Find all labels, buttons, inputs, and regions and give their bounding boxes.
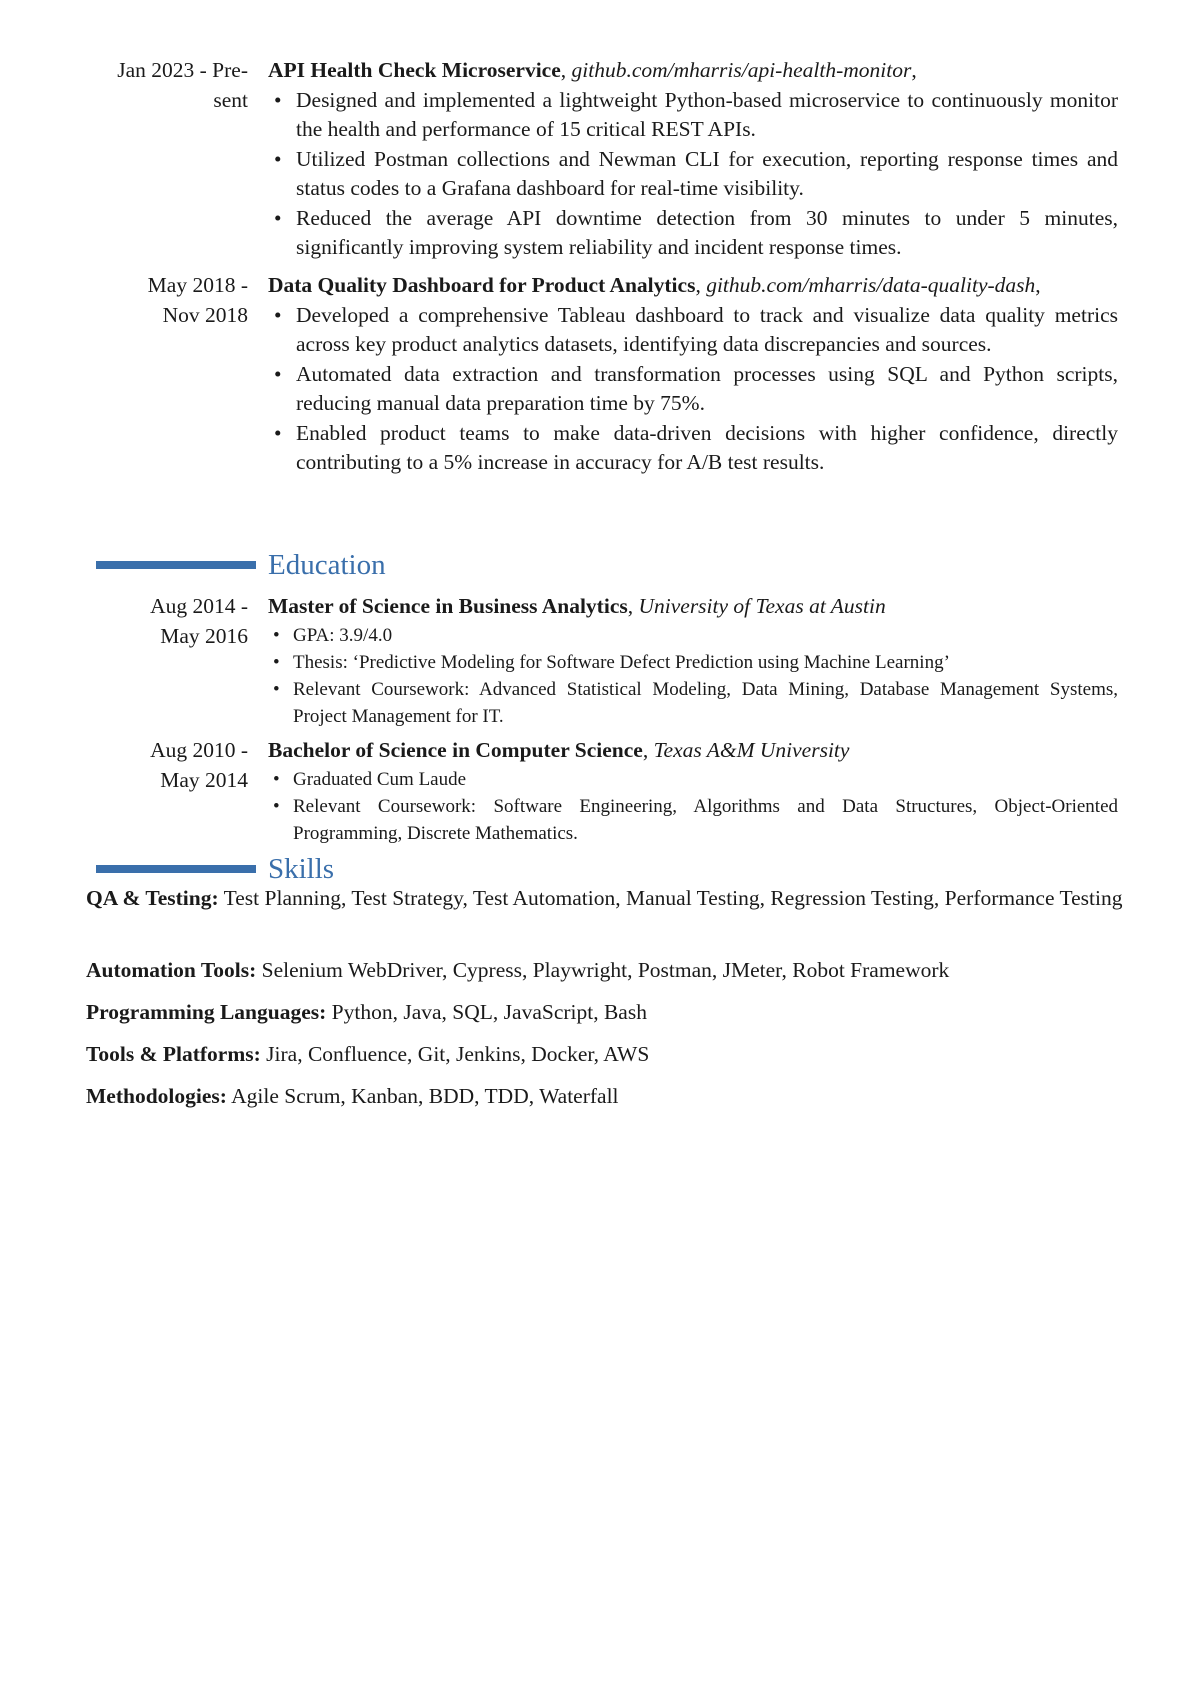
date-line: sent <box>213 87 248 112</box>
bullet-item: • Enabled product teams to make data-driven decisions with higher confidence, directly contributing to a 5% increase in accuracy for A/B test results. <box>268 419 1118 478</box>
date-line: Jan 2023 - Pre- <box>117 58 248 82</box>
section-title-skills: Skills <box>268 853 335 885</box>
bullet-item: • Automated data extraction and transformation processes using SQL and Python scripts, reducing manual data preparation time by 75%. <box>268 360 1118 419</box>
skill-row <box>86 998 1126 1028</box>
project-bullets <box>268 301 1118 478</box>
section-divider-bar <box>96 561 256 569</box>
bullet-item: • Reduced the average API downtime detection from 30 minutes to under 5 minutes, significantly improving system reliability and incident response times. <box>268 204 1118 263</box>
skill-label: Programming Languages: <box>86 1000 327 1024</box>
project-name: API Health Check Microservice <box>268 58 561 82</box>
project-content <box>268 271 1118 478</box>
bullet-item: • Thesis: ‘Predictive Modeling for Software Defect Prediction using Machine Learning’ <box>268 649 1118 676</box>
skill-row <box>86 884 1126 914</box>
institution-name: University of Texas at Austin <box>638 594 886 618</box>
project-date <box>86 271 248 330</box>
skill-label: Methodologies: <box>86 1084 227 1108</box>
project-name: Data Quality Dashboard for Product Analytics <box>268 273 696 297</box>
project-link[interactable]: github.com/mharris/api-health-monitor <box>571 58 912 82</box>
education-date <box>86 592 248 651</box>
bullet-item: • Relevant Coursework: Software Engineering, Algorithms and Data Structures, Object-Oriented Programming, Discrete Mathematics. <box>268 793 1118 847</box>
skill-value: Agile Scrum, Kanban, BDD, TDD, Waterfall <box>231 1084 619 1108</box>
education-title: Master of Science in Business Analytics, University of Texas at Austin <box>268 594 886 618</box>
skill-value: Python, Java, SQL, JavaScript, Bash <box>331 1000 647 1024</box>
project-title: Data Quality Dashboard for Product Analytics, github.com/mharris/data-quality-dash, <box>268 273 1041 297</box>
skill-label: QA & Testing: <box>86 886 219 910</box>
education-date <box>86 736 248 795</box>
date-line: Aug 2014 - <box>150 594 248 618</box>
degree-name: Master of Science in Business Analytics <box>268 594 628 618</box>
skill-row <box>86 956 1126 986</box>
project-link[interactable]: github.com/mharris/data-quality-dash <box>706 273 1036 297</box>
date-line: Aug 2010 - <box>150 738 248 762</box>
bullet-item: • GPA: 3.9/4.0 <box>268 622 1118 649</box>
date-line: May 2014 <box>160 767 248 792</box>
education-title: Bachelor of Science in Computer Science, Texas A&M University <box>268 738 850 762</box>
section-divider-bar <box>96 865 256 873</box>
skill-value: Test Planning, Test Strategy, Test Automation, Manual Testing, Regression Testing, Performance Testing <box>223 886 1123 910</box>
date-line: May 2016 <box>160 623 248 648</box>
institution-name: Texas A&M University <box>653 738 850 762</box>
date-line: May 2018 - <box>147 273 248 297</box>
education-bullets <box>268 766 1118 847</box>
skill-row <box>86 1040 1126 1070</box>
bullet-item: • Utilized Postman collections and Newman CLI for execution, reporting response times and status codes to a Grafana dashboard for real-time visibility. <box>268 145 1118 204</box>
education-bullets <box>268 622 1118 730</box>
education-content <box>268 736 1118 847</box>
project-title: API Health Check Microservice, github.com/mharris/api-health-monitor, <box>268 58 917 82</box>
skill-value: Selenium WebDriver, Cypress, Playwright, Postman, JMeter, Robot Framework <box>261 958 950 982</box>
project-date <box>86 56 248 115</box>
bullet-item: • Developed a comprehensive Tableau dashboard to track and visualize data quality metrics across key product analytics datasets, identifying data discrepancies and sources. <box>268 301 1118 360</box>
project-content <box>268 56 1118 263</box>
bullet-item: • Designed and implemented a lightweight Python-based microservice to continuously monitor the health and performance of 15 critical REST APIs. <box>268 86 1118 145</box>
skill-label: Tools & Platforms: <box>86 1042 261 1066</box>
bullet-item: • Graduated Cum Laude <box>268 766 1118 793</box>
bullet-item: • Relevant Coursework: Advanced Statistical Modeling, Data Mining, Database Management Systems, Project Management for IT. <box>268 676 1118 730</box>
section-title-education: Education <box>268 549 386 581</box>
project-bullets <box>268 86 1118 263</box>
skill-row <box>86 1082 1126 1112</box>
date-line: Nov 2018 <box>162 302 248 327</box>
degree-name: Bachelor of Science in Computer Science <box>268 738 643 762</box>
skill-label: Automation Tools: <box>86 958 257 982</box>
skill-value: Jira, Confluence, Git, Jenkins, Docker, AWS <box>266 1042 650 1066</box>
education-content <box>268 592 1118 730</box>
